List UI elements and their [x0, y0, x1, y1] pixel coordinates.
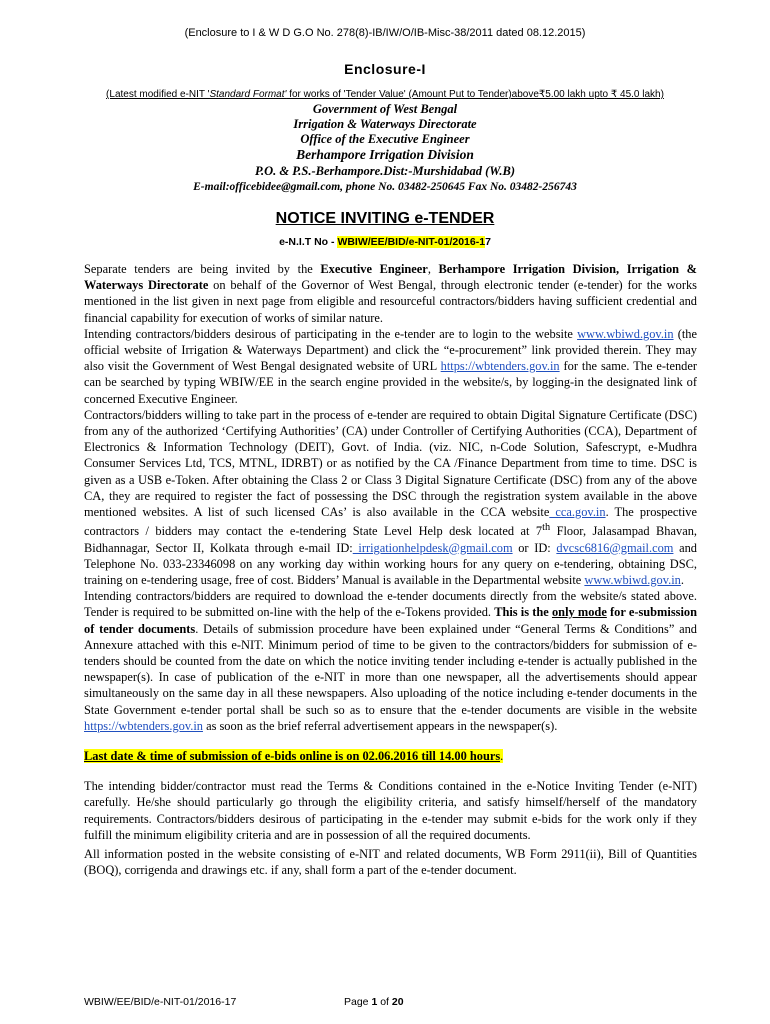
text: for the same. The e-tender can be searched by typing WBIW/EE in the search engine provided in the website/s, by logging-in the designated link of concerned Executive Engineer. — [84, 359, 697, 406]
enclosure-title: Enclosure-I — [344, 61, 426, 77]
link-helpdesk-email[interactable]: irrigationhelpdesk@gmail.com — [352, 540, 513, 555]
text-bold: This is the — [494, 605, 552, 620]
text: Intending contractors/bidders desirous of participating in the e-tender are to login to the website — [84, 326, 578, 341]
paragraph-information: All information posted in the website consisting of e-NIT and related documents, WB Form 2911(ii), Bill of Quantities (BOQ), corrigenda and drawings etc. if any, shall form a part of the e-tender document. — [84, 847, 697, 878]
footer-page-number — [344, 996, 404, 1008]
note-prefix: (Latest modified e-NIT ' — [106, 89, 210, 100]
text: . Details of submission procedure have been explained under “General Terms & Conditions” and Annexure attached with this e-NIT. Minimum period of time to be given to the contractors/bidders for submission of e-tenders should be counted from the date on which the notice inviting tender including e-tender is actually published in the newspaper(s). In case of publication of the e-NIT in more than one newspaper, all the advertisements should appear simultaneously on the same day in all these newspapers. Also uploading of the notice including e-tender documents in the State Government e-tender portal shall be such so as to ensure that the e-tender documents are visible in the website — [84, 621, 697, 717]
deadline-line — [84, 748, 697, 764]
paragraph-invitation — [84, 261, 697, 326]
link-wbiwd[interactable]: www.wbiwd.gov.in — [577, 326, 674, 341]
office-line-government: Government of West Bengal — [312, 102, 458, 116]
paragraph-login — [84, 326, 697, 407]
deadline-dot: . — [500, 749, 504, 764]
notice-title: NOTICE INVITING e-TENDER — [275, 210, 495, 227]
note-suffix: for works of 'Tender Value' (Amount Put to Tender)above₹5.00 lakh upto ₹ 45.0 lakh) — [286, 89, 664, 100]
enclosure-reference: (Enclosure to I & W D G.O No. 278(8)-IB/IW/O/IB-Misc-38/2011 dated 08.12.2015) — [184, 27, 586, 39]
note-italic: Standard Format' — [209, 89, 287, 100]
link-dvcsc-email[interactable]: dvcsc6816@gmail.com — [556, 540, 674, 555]
nit-label: e-N.I.T No - — [279, 236, 338, 248]
page-total: 20 — [391, 996, 404, 1008]
paragraph-terms: The intending bidder/contractor must read the Terms & Conditions contained in the e-Notice Inviting Tender (e-NIT) carefully. He/she should particularly go through the eligibility criteria, and satisfy himself/herself of the mandatory requirements. Contractors/bidders desirous of participating in the e-tender may submit e-bids for the work only if they fulfill the minimum eligibility criteria and are in possession of all the required documents. — [84, 779, 697, 842]
notice-body — [84, 261, 697, 878]
office-line-address: P.O. & P.S.-Berhampore.Dist:-Murshidabad (W.B) — [254, 164, 516, 178]
office-line-directorate: Irrigation & Waterways Directorate — [293, 117, 477, 131]
footer-doc-id: WBIW/EE/BID/e-NIT-01/2016-17 — [84, 996, 237, 1008]
text: Intending contractors/bidders are required to download the e-tender documents directly from the website/s stated above. Tender is required to be submitted on-line with the help of the e-Tokens provided. — [84, 589, 697, 620]
office-line-division: Berhampore Irrigation Division — [296, 147, 474, 162]
text: Floor, Jalasampad Bhavan, Bidhannagar, Sector II, Kolkata through e-mail ID: — [84, 524, 697, 555]
paragraph-dsc — [84, 407, 697, 588]
spacer — [84, 764, 697, 778]
modified-format-note — [0, 89, 770, 100]
text: or ID: — [512, 540, 557, 555]
link-wbtenders-2[interactable]: https://wbtenders.gov.in — [84, 718, 203, 733]
text-bold-underline: only mode — [551, 605, 607, 620]
text: . The prospective contractors / bidders may contact the e-tendering State Level Help desk located at 7 — [84, 505, 697, 539]
text: . — [680, 572, 684, 587]
text: of — [377, 996, 392, 1008]
nit-number-tail: 7 — [485, 236, 491, 248]
text: as soon as the brief referral advertisement appears in the newspaper(s). — [202, 718, 558, 733]
text: Separate tenders are being invited by the — [84, 262, 321, 276]
nit-number-highlighted: WBIW/EE/BID/e-NIT-01/2016-1 — [337, 236, 486, 248]
text-bold: Berhampore Irrigation Division, Irrigation & Waterways Directorate — [84, 262, 697, 293]
office-line-contact: E-mail:officebidee@gmail.com, phone No. 03482-250645 Fax No. 03482-256743 — [193, 181, 577, 193]
text-bold: Executive Engineer — [320, 262, 428, 276]
text: Contractors/bidders willing to take part in the process of e-tender are required to obtain Digital Signature Certificate (DSC) from any of the authorized ‘Certifying Authorities’ (CA) under Controller of Certifying Authorities (CCA), Department of Electronics & Information Technology (DEIT), Govt. of India. (viz. NIC, n-Code Solution, Safescrypt, e-Mudhra Consumer Services Ltd, TCS, MTNL, IDRBT) or as notified by the CA /Finance Department from time to time. DSC is given as a USB e-Token. After obtaining the Class 2 or Class 3 Digital Signature Certificate (DSC) from any of the above CA, they are required to register the fact of possessing the DSC through the registration system available in the above mentioned websites. A list of such licensed CAs’ is also available in the CCA website — [84, 407, 697, 520]
link-cca[interactable]: cca.gov.in — [549, 505, 606, 520]
office-line-office: Office of the Executive Engineer — [300, 132, 470, 146]
link-wbtenders[interactable]: https://wbtenders.gov.in — [440, 359, 560, 374]
spacer — [84, 734, 697, 748]
text: Page — [344, 996, 372, 1008]
nit-number — [0, 236, 770, 248]
link-wbiwd-manual[interactable]: www.wbiwd.gov.in — [584, 572, 681, 587]
text: and Telephone No. 033-23346098 on any working day within working hours for any query on e-tendering, obtaining DSC, training on e-tendering usage, free of cost. Bidders’ Manual is available in the Departmental website — [84, 540, 697, 587]
paragraph-download — [84, 588, 697, 734]
text-bold: for e-submission of tender documents — [84, 605, 697, 636]
page-current: 1 — [371, 996, 378, 1008]
text: (the official website of Irrigation & Waterways Department) and click the “e-procurement” link provided therein. They may also visit the Government of West Bengal designated website of URL — [84, 326, 697, 374]
deadline-text: Last date & time of submission of e-bids online is on 02.06.2016 till 14.00 hours — [84, 749, 501, 764]
superscript: th — [542, 522, 551, 534]
text: on behalf of the Governor of West Bengal, through electronic tender (e-tender) for the works mentioned in the list given in next page from eligible and resourceful contractors/bidders having sufficient credential and financial capability for execution of works of similar nature. — [84, 278, 697, 325]
text: , — [427, 262, 439, 276]
